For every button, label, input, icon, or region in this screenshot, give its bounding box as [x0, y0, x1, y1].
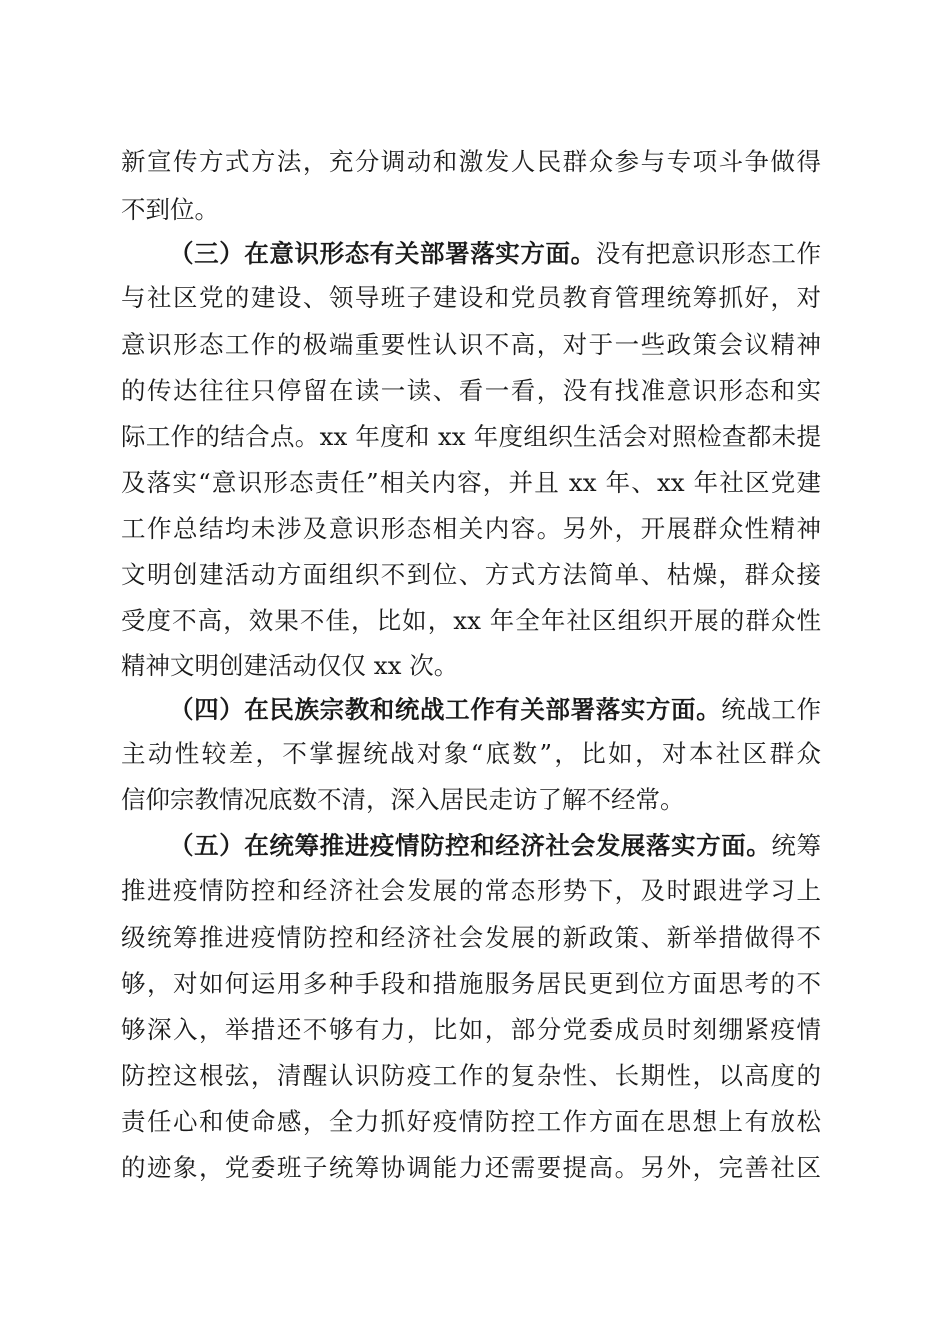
body-line: [121, 320, 821, 370]
line-text: 推进疫情防控和经济社会发展的常态形势下，及时跟进学习上: [121, 876, 821, 905]
line-text: 不到位。: [121, 195, 219, 224]
line-text: 主动性较差，不掌握统战对象“底数”，比如，对本社区群众: [121, 739, 821, 768]
line-text: 统战工作: [721, 695, 822, 724]
line-text: 责任心和使命感，全力抓好疫情防控工作方面在思想上有放松: [121, 1107, 821, 1136]
body-line: [121, 729, 821, 779]
line-text: 够深入，举措还不够有力，比如，部分党委成员时刻绷紧疫情: [121, 1015, 821, 1044]
body-line: [121, 913, 821, 963]
section-heading: （三）在意识形态有关部署落实方面。: [169, 239, 596, 268]
section-four-heading-line: [169, 685, 821, 735]
line-text: 工作总结均未涉及意识形态相关内容。另外，开展群众性精神: [121, 514, 821, 543]
body-line: [121, 185, 219, 235]
line-text: 级统筹推进疫情防控和经济社会发展的新政策、新举措做得不: [121, 923, 821, 952]
line-text: 信仰宗教情况底数不清，深入居民走访了解不经常。: [121, 785, 685, 814]
body-line: [121, 1097, 821, 1147]
line-text: 够，对如何运用多种手段和措施服务居民更到位方面思考的不: [121, 969, 821, 998]
body-line: [121, 273, 821, 323]
body-line: [121, 1051, 821, 1101]
line-text: 防控这根弦，清醒认识防疫工作的复杂性、长期性，以高度的: [121, 1061, 821, 1090]
line-text: 没有把意识形态工作: [595, 239, 822, 268]
section-heading: （四）在民族宗教和统战工作有关部署落实方面。: [169, 695, 722, 724]
body-line: [121, 137, 821, 187]
line-text: 文明创建活动方面组织不到位、方式方法简单、枯燥，群众接: [121, 560, 821, 589]
line-text: 意识形态工作的极端重要性认识不高，对于一些政策会议精神: [121, 330, 821, 359]
line-text: 受度不高，效果不佳，比如，xx 年全年社区组织开展的群众性: [121, 606, 821, 635]
body-line: [121, 641, 458, 691]
body-line: [121, 366, 821, 416]
body-line: [121, 866, 821, 916]
line-text: 际工作的结合点。xx 年度和 xx 年度组织生活会对照检查都未提: [121, 422, 821, 451]
body-line: [121, 596, 821, 646]
section-five-heading-line: [169, 821, 821, 871]
line-text: 的迹象，党委班子统筹协调能力还需要提高。另外，完善社区: [121, 1153, 821, 1182]
line-text: 统筹: [771, 831, 822, 860]
body-line: [121, 458, 821, 508]
section-heading: （五）在统筹推进疫情防控和经济社会发展落实方面。: [169, 831, 772, 860]
line-text: 的传达往往只停留在读一读、看一看，没有找准意识形态和实: [121, 376, 821, 405]
body-line: [121, 412, 821, 462]
section-three-heading-line: [169, 229, 821, 279]
body-line: [121, 775, 685, 825]
body-line: [121, 504, 821, 554]
body-line: [121, 1143, 821, 1193]
body-line: [121, 959, 821, 1009]
line-text: 精神文明创建活动仅仅 xx 次。: [121, 651, 459, 680]
line-text: 与社区党的建设、领导班子建设和党员教育管理统筹抓好，对: [121, 283, 821, 312]
body-line: [121, 1005, 821, 1055]
line-text: 新宣传方式方法，充分调动和激发人民群众参与专项斗争做得: [121, 147, 821, 176]
body-line: [121, 550, 821, 600]
line-text: 及落实“意识形态责任”相关内容，并且 xx 年、xx 年社区党建: [121, 468, 821, 497]
